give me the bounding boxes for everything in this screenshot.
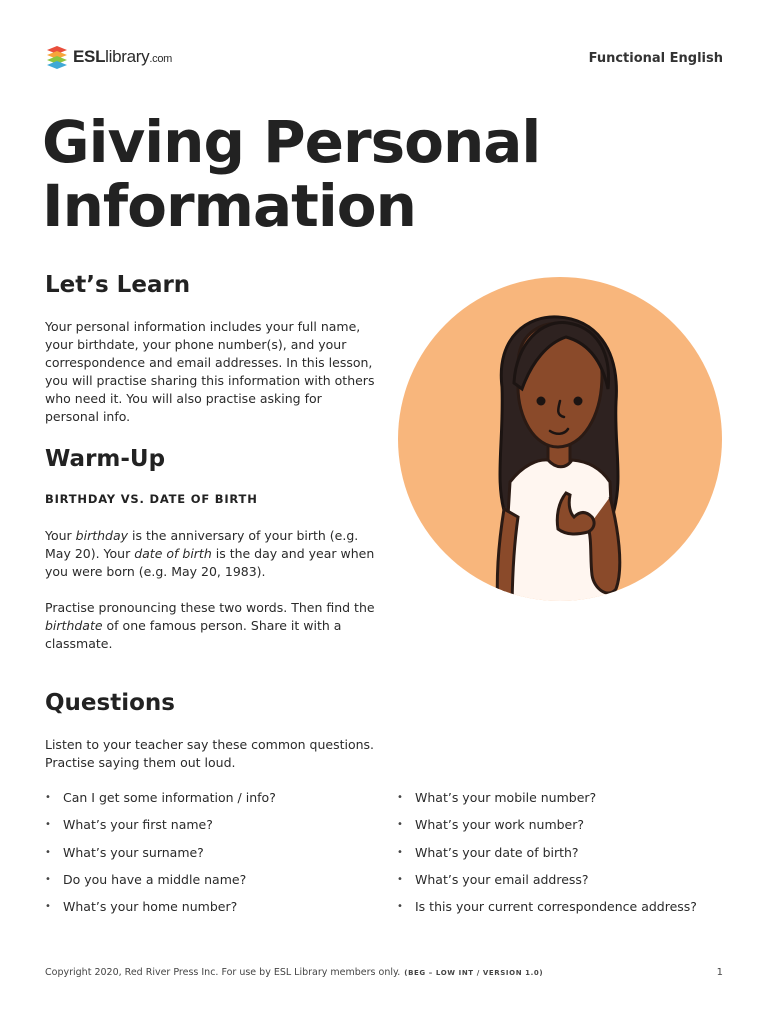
- list-item: • What’s your work number?: [397, 816, 697, 843]
- esl-library-logo[interactable]: [45, 44, 172, 70]
- list-item: • Can I get some information / info?: [45, 789, 276, 816]
- list-item: • What’s your mobile number?: [397, 789, 697, 816]
- warm-up-subheading: BIRTHDAY VS. DATE OF BIRTH: [45, 492, 258, 506]
- esl-library-logo-icon: [45, 44, 69, 70]
- footer-copyright: Copyright 2020, Red River Press Inc. For use by ESL Library members only. (BEG – LOW INT / VERSION 1.0): [45, 967, 544, 978]
- page-title: [42, 110, 540, 238]
- term-birthdate: birthdate: [45, 618, 103, 633]
- birthday-definition-paragraph: Your birthday is the anniversary of your birth (e.g. May 20). Your date of birth is the day and year when you were born (e.g. May 20, 1983).: [45, 528, 375, 579]
- list-item: • What’s your email address?: [397, 871, 697, 898]
- list-item: • Is this your current correspondence address?: [397, 898, 697, 925]
- term-birthday: birthday: [75, 528, 129, 543]
- list-item: • What’s your first name?: [45, 816, 276, 843]
- questions-heading: Questions: [45, 690, 175, 716]
- questions-list-left: [45, 789, 276, 925]
- list-item: • What’s your home number?: [45, 898, 276, 925]
- woman-pointing-to-self-illustration: [398, 277, 723, 612]
- term-date-of-birth: date of birth: [134, 546, 212, 561]
- lets-learn-body: Your personal information includes your full name, your birthdate, your phone number(s), and your correspondence and email addresses. In this lesson, you will practise sharing this information with others who need it. You will also practise asking for personal info.: [45, 319, 375, 424]
- warm-up-heading: Warm-Up: [45, 446, 166, 472]
- title-line-1: Giving Personal: [42, 108, 541, 176]
- lets-learn-heading: Let’s Learn: [45, 272, 191, 298]
- questions-intro: Listen to your teacher say these common questions. Practise saying them out loud.: [45, 737, 375, 770]
- page-number: 1: [716, 967, 723, 978]
- category-label: Functional English: [588, 51, 723, 66]
- list-item: • Do you have a middle name?: [45, 871, 276, 898]
- list-item: • What’s your date of birth?: [397, 844, 697, 871]
- logo-text: ESLlibrary.com: [73, 47, 172, 66]
- questions-list-right: [397, 789, 697, 925]
- list-item: • What’s your surname?: [45, 844, 276, 871]
- title-line-2: Information: [42, 172, 416, 240]
- practise-paragraph: Practise pronouncing these two words. Then find the birthdate of one famous person. Share it with a classmate.: [45, 600, 375, 651]
- footer-level: (BEG – LOW INT / VERSION 1.0): [404, 969, 544, 977]
